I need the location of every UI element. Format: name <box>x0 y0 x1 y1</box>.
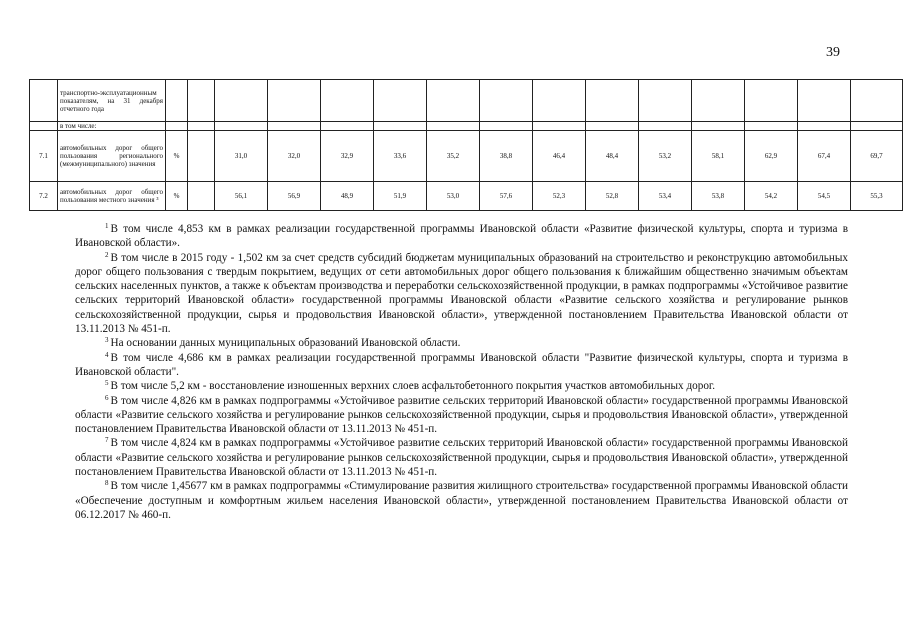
table-cell: 46,4 <box>533 131 586 182</box>
row-unit: % <box>166 131 188 182</box>
row-label: в том числе: <box>58 122 166 131</box>
footnote-mark: 2 <box>105 250 109 259</box>
table-cell: 55,3 <box>851 182 903 211</box>
table-cell: 52,3 <box>533 182 586 211</box>
table-cell: 57,6 <box>480 182 533 211</box>
footnote-mark: 3 <box>105 336 109 345</box>
footnote-text: На основании данных муниципальных образований Ивановской области. <box>110 337 461 350</box>
footnote-mark: 8 <box>105 479 109 488</box>
table-cell: 52,8 <box>586 182 639 211</box>
table-row <box>30 131 903 182</box>
footnote <box>75 479 848 522</box>
footnote-text: В том числе 4,824 км в рамках подпрограммы «Устойчивое развитие сельских территорий Ивановской области» государственной программы Ивановской области «Развитие сельского хозяйства и регулирование рынков сельскохозяйственной продукции, сырья и продовольствия Ивановской области», утвержденной постановлением Правительства Ивановской области от 13.11.2013 № 451-п. <box>75 437 848 479</box>
footnotes <box>75 222 848 522</box>
table-cell: 69,7 <box>851 131 903 182</box>
table-cell: 67,4 <box>798 131 851 182</box>
table-cell: 38,8 <box>480 131 533 182</box>
table-cell: 53,2 <box>639 131 692 182</box>
footnote <box>75 336 848 350</box>
table-cell: 56,1 <box>215 182 268 211</box>
table-cell: 51,9 <box>374 182 427 211</box>
table-cell: 32,0 <box>268 131 321 182</box>
footnote <box>75 222 848 251</box>
table-cell: 35,2 <box>427 131 480 182</box>
footnote <box>75 394 848 437</box>
table-cell: 48,4 <box>586 131 639 182</box>
indicators-table <box>29 79 903 211</box>
footnote-text: В том числе 5,2 км - восстановление изношенных верхних слоев асфальтобетонного покрытия участков автомобильных дорог. <box>110 380 716 393</box>
row-label: транспортно-эксплуатационным показателям, на 31 декабря отчетного года <box>58 80 166 122</box>
footnote-text: В том числе в 2015 году - 1,502 км за счет средств субсидий бюджетам муниципальных образований на строительство и реконструкцию автомобильных дорог общего пользования с твердым покрытием, ведущих от сети автомобильных дорог общего пользования к ближайшим общественно значимым объектам сельских населенных пунктов, а также к объектам производства и переработки сельскохозяйственной продукции, в рамках подпрограммы «Устойчивое развитие сельских территорий Ивановской области» государственной программы Ивановской области «Развитие сельского хозяйства и регулирование рынков сельскохозяйственной продукции, сырья и продовольствия Ивановской области», утвержденной постановлением Правительства Ивановской области от 13.11.2013 № 451-п. <box>75 251 848 336</box>
table-cell: 54,2 <box>745 182 798 211</box>
row-label: автомобильных дорог общего пользования местного значения ³ <box>58 182 166 211</box>
row-number: 7.1 <box>30 131 58 182</box>
table-cell: 58,1 <box>692 131 745 182</box>
footnote-mark: 6 <box>105 393 109 402</box>
table-cell: 48,9 <box>321 182 374 211</box>
row-number: 7.2 <box>30 182 58 211</box>
footnote-mark: 4 <box>105 350 109 359</box>
footnote-text: В том числе 1,45677 км в рамках подпрограммы «Стимулирование развития жилищного строительства» государственной программы Ивановской области «Обеспечение доступным и комфортным жильем населения Ивановской области», утвержденной постановлением Правительства Ивановской области от 06.12.2017 № 460-п. <box>75 480 848 521</box>
table-cell: 32,9 <box>321 131 374 182</box>
table-row-subheader <box>30 122 903 131</box>
table-cell: 31,0 <box>215 131 268 182</box>
table-row <box>30 182 903 211</box>
page-number: 39 <box>826 45 840 60</box>
footnote <box>75 351 848 380</box>
table-cell: 53,4 <box>639 182 692 211</box>
row-label: автомобильных дорог общего пользования регионального (межмуниципального) значения <box>58 131 166 182</box>
footnote-text: В том числе 4,826 км в рамках подпрограммы «Устойчивое развитие сельских территорий Ивановской области» государственной программы Ивановской области «Развитие сельского хозяйства и регулирование рынков сельскохозяйственной продукции, сырья и продовольствия Ивановской области», утвержденной постановлением Правительства Ивановской области от 13.11.2013 № 451-п. <box>75 394 848 436</box>
table-cell: 33,6 <box>374 131 427 182</box>
footnote <box>75 251 848 337</box>
table-cell: 62,9 <box>745 131 798 182</box>
table-cell: 54,5 <box>798 182 851 211</box>
row-unit: % <box>166 182 188 211</box>
footnote-mark: 7 <box>105 436 109 445</box>
table-row-continuation <box>30 80 903 122</box>
table-cell: 56,9 <box>268 182 321 211</box>
footnote-text: В том числе 4,686 км в рамках реализации государственной программы Ивановской области "Развитие физической культуры, спорта и туризма в Ивановской области". <box>75 351 848 378</box>
footnote <box>75 379 848 393</box>
footnote-mark: 1 <box>105 222 109 230</box>
table-cell: 53,0 <box>427 182 480 211</box>
footnote <box>75 436 848 479</box>
footnote-text: В том числе 4,853 км в рамках реализации государственной программы Ивановской области «Развитие физической культуры, спорта и туризма в Ивановской области». <box>75 223 848 250</box>
footnote-mark: 5 <box>105 379 109 388</box>
table-cell: 53,8 <box>692 182 745 211</box>
